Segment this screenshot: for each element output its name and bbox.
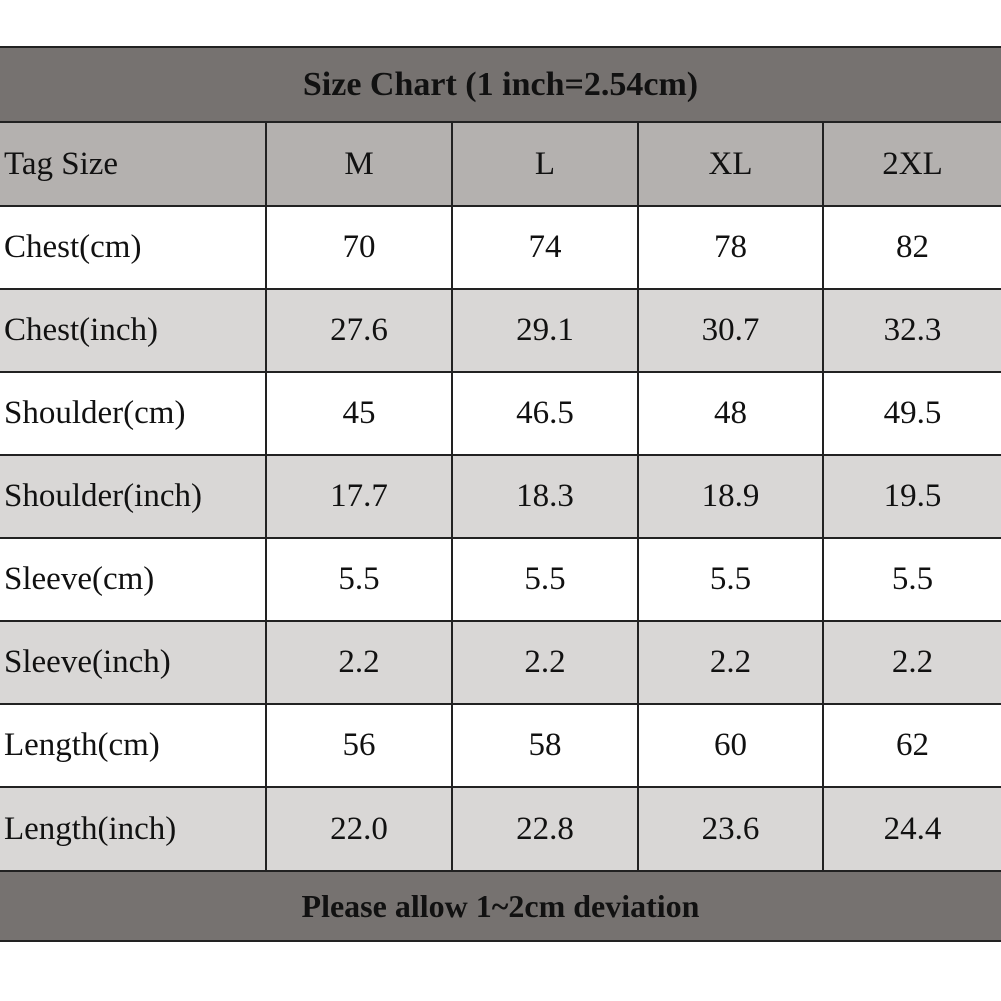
- header-cell: M: [266, 123, 452, 206]
- table-cell: 23.6: [638, 787, 823, 870]
- size-chart: [0, 46, 1001, 942]
- header-cell: Tag Size: [0, 123, 266, 206]
- table-cell: 48: [638, 372, 823, 455]
- row-label: Sleeve(cm): [0, 538, 266, 621]
- table-cell: 2.2: [638, 621, 823, 704]
- table-cell: 18.9: [638, 455, 823, 538]
- table-cell: 82: [823, 206, 1001, 289]
- table-cell: 5.5: [823, 538, 1001, 621]
- table-cell: 27.6: [266, 289, 452, 372]
- table-cell: 18.3: [452, 455, 638, 538]
- table-row: [0, 372, 1001, 455]
- deviation-note: Please allow 1~2cm deviation: [0, 870, 1001, 940]
- table-row: [0, 289, 1001, 372]
- table-cell: 78: [638, 206, 823, 289]
- row-label: Shoulder(inch): [0, 455, 266, 538]
- table-header-row: [0, 123, 1001, 206]
- table-cell: 22.0: [266, 787, 452, 870]
- table-cell: 5.5: [638, 538, 823, 621]
- table-cell: 30.7: [638, 289, 823, 372]
- table-row: [0, 704, 1001, 787]
- table-cell: 49.5: [823, 372, 1001, 455]
- header-cell: XL: [638, 123, 823, 206]
- table-cell: 2.2: [823, 621, 1001, 704]
- table-cell: 2.2: [266, 621, 452, 704]
- table-cell: 2.2: [452, 621, 638, 704]
- row-label: Sleeve(inch): [0, 621, 266, 704]
- table-row: [0, 621, 1001, 704]
- table-cell: 24.4: [823, 787, 1001, 870]
- size-table: [0, 123, 1001, 870]
- table-cell: 46.5: [452, 372, 638, 455]
- table-row: [0, 538, 1001, 621]
- table-cell: 58: [452, 704, 638, 787]
- table-row: [0, 455, 1001, 538]
- table-cell: 60: [638, 704, 823, 787]
- row-label: Shoulder(cm): [0, 372, 266, 455]
- table-cell: 29.1: [452, 289, 638, 372]
- table-cell: 62: [823, 704, 1001, 787]
- table-cell: 5.5: [266, 538, 452, 621]
- table-cell: 32.3: [823, 289, 1001, 372]
- table-cell: 22.8: [452, 787, 638, 870]
- table-cell: 5.5: [452, 538, 638, 621]
- table-row: [0, 206, 1001, 289]
- row-label: Length(inch): [0, 787, 266, 870]
- table-cell: 19.5: [823, 455, 1001, 538]
- row-label: Chest(inch): [0, 289, 266, 372]
- row-label: Length(cm): [0, 704, 266, 787]
- table-row: [0, 787, 1001, 870]
- table-cell: 45: [266, 372, 452, 455]
- chart-title: Size Chart (1 inch=2.54cm): [0, 48, 1001, 123]
- table-cell: 56: [266, 704, 452, 787]
- table-cell: 74: [452, 206, 638, 289]
- row-label: Chest(cm): [0, 206, 266, 289]
- header-cell: L: [452, 123, 638, 206]
- header-cell: 2XL: [823, 123, 1001, 206]
- table-cell: 70: [266, 206, 452, 289]
- table-cell: 17.7: [266, 455, 452, 538]
